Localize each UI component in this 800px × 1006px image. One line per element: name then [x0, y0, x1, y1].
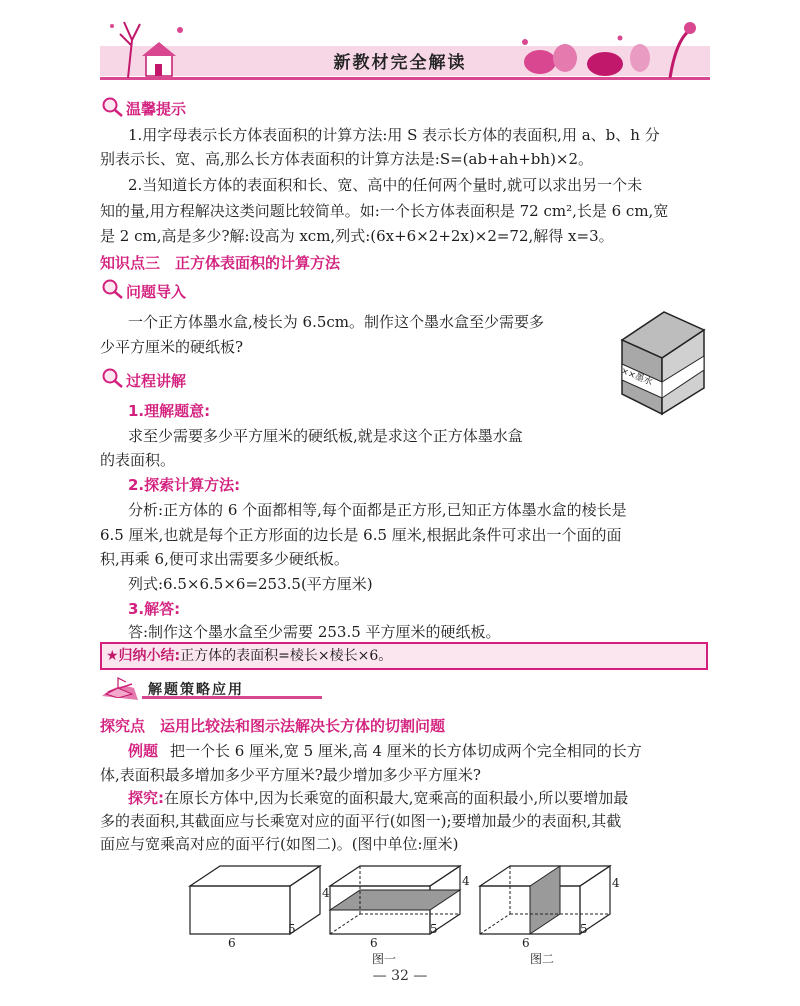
header-decoration	[0, 0, 800, 92]
fig2-length: 6	[522, 936, 530, 950]
step2-line1: 分析:正方体的 6 个面都相等,每个面都是正方形,已知正方体墨水盒的棱长是	[128, 501, 627, 519]
tip-heading: 温馨提示	[126, 100, 187, 118]
explore-point: 探究点 运用比较法和图示法解决长方体的切割问题	[100, 717, 446, 735]
step2-line2: 6.5 厘米,也就是每个正方形面的边长是 6.5 厘米,根据此条件可求出一个面的面	[100, 526, 622, 544]
intro-line1: 一个正方体墨水盒,棱长为 6.5cm。制作这个墨水盒至少需要多	[128, 313, 545, 331]
step1-heading: 1.理解题意:	[128, 402, 211, 420]
intro-heading: 问题导入	[126, 283, 187, 301]
formula: 列式:6.5×6.5×6=253.5(平方厘米)	[128, 575, 373, 593]
tip-p1-line1: 1.用字母表示长方体表面积的计算方法:用 S 表示长方体的表面积,用 a、b、h 分	[128, 126, 660, 144]
ink-box-label: ××墨水	[619, 366, 654, 388]
fig2-caption: 图二	[530, 952, 555, 966]
example-text: 把一个长 6 厘米,宽 5 厘米,高 4 厘米的长方体切成两个完全相同的长方	[170, 742, 642, 760]
strategy-title: 解题策略应用	[148, 682, 244, 698]
fig1-length: 6	[370, 936, 378, 950]
summary-text: 正方体的表面积=棱长×棱长×6。	[180, 648, 393, 664]
explore-line1: 在原长方体中,因为长乘宽的面积最大,宽乘高的面积最小,所以要增加最	[164, 789, 629, 807]
summary-label: ★归纳小结:	[106, 648, 181, 664]
cuboid-plain	[190, 866, 320, 934]
tip-p2-line3: 是 2 cm,高是多少?解:设高为 xcm,列式:(6x+6×2+2x)×2=72,解得 x=3。	[100, 227, 614, 245]
fig1-caption: 图一	[372, 952, 397, 966]
header-title: 新教材完全解读	[333, 53, 467, 73]
process-heading: 过程讲解	[126, 372, 187, 390]
magnifier-icon	[100, 96, 124, 118]
fig0-height: 4	[322, 886, 330, 900]
fig1-height: 4	[462, 874, 470, 888]
summary-box	[100, 642, 708, 670]
step2-heading: 2.探索计算方法:	[128, 476, 241, 494]
explore-line3: 面应与宽乘高对应的面平行(如图二)。(图中单位:厘米)	[100, 835, 459, 853]
fig1-width: 5	[430, 922, 438, 936]
magnifier-icon	[100, 367, 124, 389]
explore-line2: 多的表面积,其截面应与长乘宽对应的面平行(如图一);要增加最少的表面积,其截	[100, 812, 622, 830]
knowledge-point-3: 知识点三 正方体表面积的计算方法	[100, 254, 341, 272]
book-icon	[104, 676, 134, 698]
cuboid-figures	[180, 860, 630, 960]
ink-box-illustration	[618, 306, 708, 418]
fig0-length: 6	[228, 936, 236, 950]
explore-label: 探究:	[128, 789, 164, 807]
step1-line2: 的表面积。	[100, 451, 176, 469]
example-label: 例题	[128, 742, 159, 760]
fig0-width: 5	[288, 922, 296, 936]
answer: 答:制作这个墨水盒至少需要 253.5 平方厘米的硬纸板。	[128, 623, 501, 641]
page-number: — 32 —	[372, 968, 428, 984]
fig2-height: 4	[612, 876, 620, 890]
tip-p1-line2: 别表示长、宽、高,那么长方体表面积的计算方法是:S=(ab+ah+bh)×2。	[100, 150, 594, 168]
magnifier-icon	[100, 278, 124, 300]
page-header	[0, 0, 800, 92]
step1-line1: 求至少需要多少平方厘米的硬纸板,就是求这个正方体墨水盒	[128, 427, 523, 445]
tip-p2-line1: 2.当知道长方体的表面积和长、宽、高中的任何两个量时,就可以求出另一个未	[128, 176, 643, 194]
fig2-width: 5	[580, 922, 588, 936]
intro-line2: 少平方厘米的硬纸板?	[100, 338, 244, 356]
example-line1	[128, 740, 642, 762]
cuboid-vertical-cut	[480, 866, 610, 934]
step3-heading: 3.解答:	[128, 600, 181, 618]
cuboid-horizontal-cut	[330, 866, 460, 934]
example-line2: 体,表面积最多增加多少平方厘米?最少增加多少平方厘米?	[100, 766, 481, 784]
tip-p2-line2: 知的量,用方程解决这类问题比较简单。如:一个长方体表面积是 72 cm²,长是 6 cm,宽	[100, 202, 669, 220]
step2-line3: 积,再乘 6,便可求出需要多少硬纸板。	[100, 550, 349, 568]
